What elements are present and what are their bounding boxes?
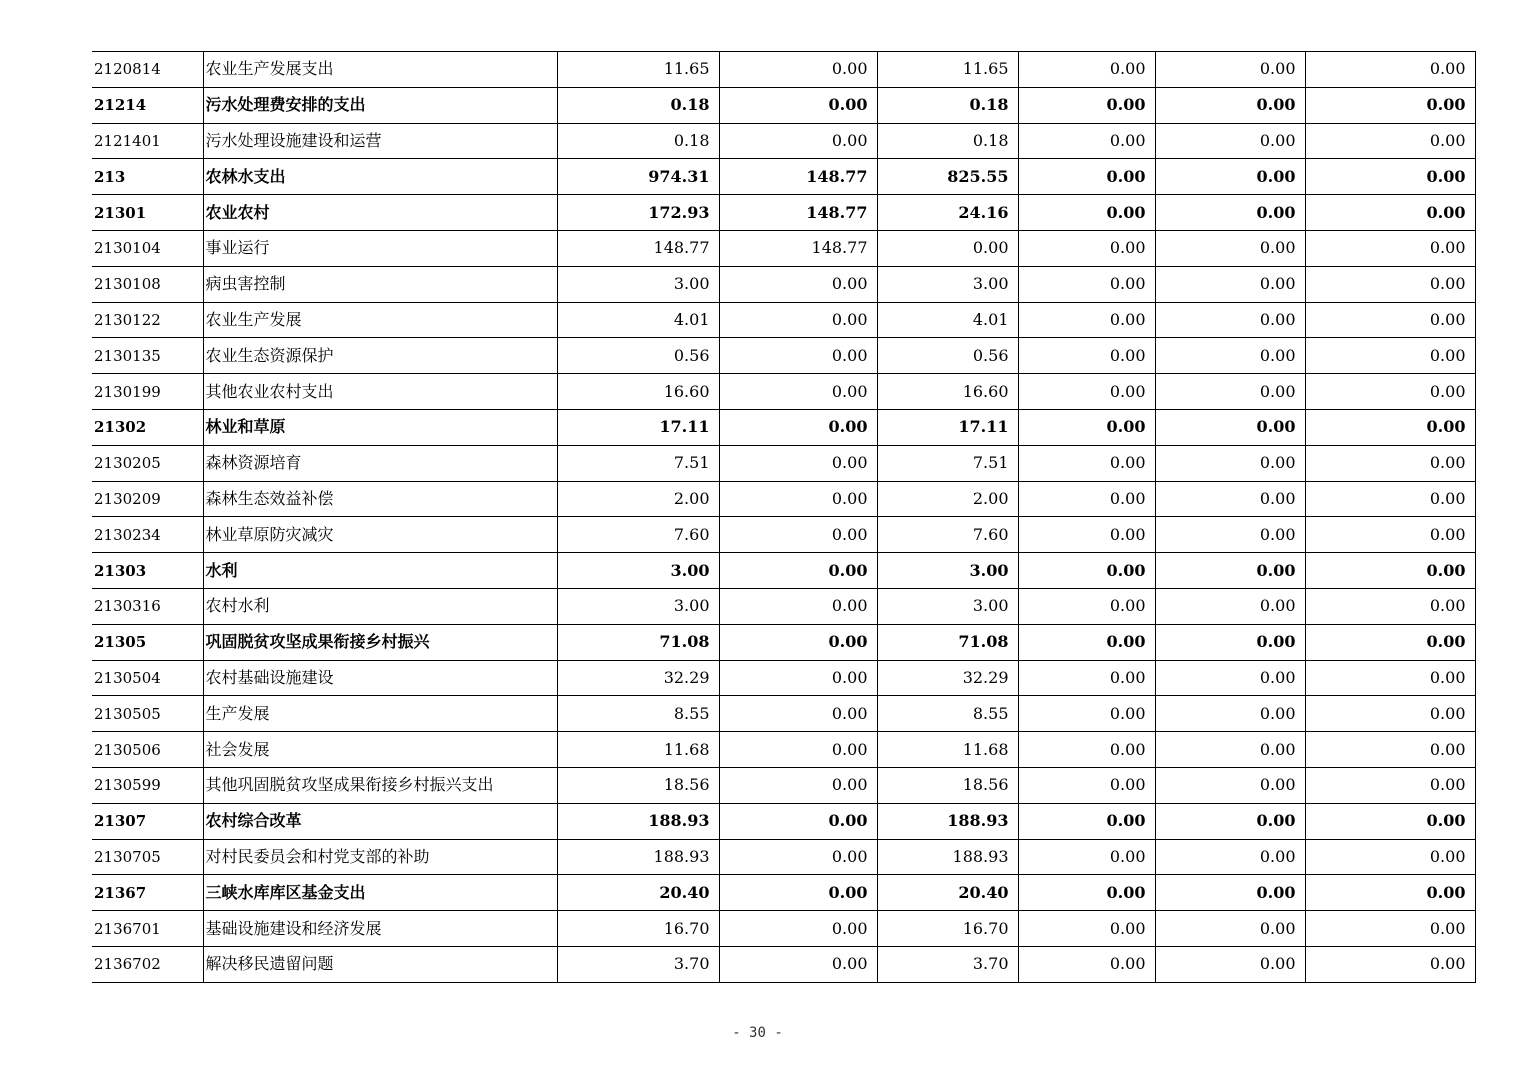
amount-cell: 20.40 xyxy=(557,875,719,911)
table-row xyxy=(92,696,1475,732)
table-row xyxy=(92,660,1475,696)
amount-cell: 18.56 xyxy=(877,767,1018,803)
table-row xyxy=(92,266,1475,302)
amount-cell: 188.93 xyxy=(877,839,1018,875)
amount-cell: 0.00 xyxy=(1155,946,1305,982)
subject-code-cell: 21302 xyxy=(92,409,203,445)
subject-code-cell: 2130135 xyxy=(92,338,203,374)
subject-name-cell: 农业生产发展 xyxy=(203,302,557,338)
subject-name-cell: 农村基础设施建设 xyxy=(203,660,557,696)
amount-cell: 7.60 xyxy=(557,517,719,553)
amount-cell: 0.00 xyxy=(1155,266,1305,302)
amount-cell: 0.00 xyxy=(1018,839,1155,875)
amount-cell: 0.00 xyxy=(1305,409,1475,445)
subject-code-cell: 2130599 xyxy=(92,767,203,803)
table-row xyxy=(92,553,1475,589)
amount-cell: 0.00 xyxy=(719,946,877,982)
amount-cell: 0.18 xyxy=(877,87,1018,123)
amount-cell: 0.00 xyxy=(1155,409,1305,445)
amount-cell: 0.00 xyxy=(1018,374,1155,410)
amount-cell: 7.51 xyxy=(877,445,1018,481)
amount-cell: 188.93 xyxy=(557,839,719,875)
amount-cell: 0.00 xyxy=(719,338,877,374)
amount-cell: 16.70 xyxy=(877,911,1018,947)
subject-name-cell: 污水处理设施建设和运营 xyxy=(203,123,557,159)
amount-cell: 0.00 xyxy=(719,87,877,123)
amount-cell: 0.00 xyxy=(1305,732,1475,768)
amount-cell: 0.56 xyxy=(557,338,719,374)
subject-code-cell: 21307 xyxy=(92,803,203,839)
amount-cell: 0.00 xyxy=(1155,195,1305,231)
amount-cell: 11.65 xyxy=(557,52,719,88)
amount-cell: 0.00 xyxy=(1305,839,1475,875)
table-row xyxy=(92,517,1475,553)
amount-cell: 0.00 xyxy=(1018,195,1155,231)
amount-cell: 32.29 xyxy=(877,660,1018,696)
amount-cell: 0.00 xyxy=(1305,875,1475,911)
amount-cell: 0.00 xyxy=(719,302,877,338)
subject-name-cell: 基础设施建设和经济发展 xyxy=(203,911,557,947)
amount-cell: 2.00 xyxy=(557,481,719,517)
table-body xyxy=(92,52,1475,983)
budget-table xyxy=(92,51,1476,983)
subject-name-cell: 其他农业农村支出 xyxy=(203,374,557,410)
amount-cell: 0.00 xyxy=(719,374,877,410)
amount-cell: 0.18 xyxy=(557,87,719,123)
amount-cell: 3.00 xyxy=(877,588,1018,624)
amount-cell: 148.77 xyxy=(719,230,877,266)
amount-cell: 0.00 xyxy=(719,517,877,553)
amount-cell: 0.00 xyxy=(1018,266,1155,302)
amount-cell: 8.55 xyxy=(557,696,719,732)
amount-cell: 3.00 xyxy=(877,266,1018,302)
amount-cell: 0.00 xyxy=(1018,87,1155,123)
amount-cell: 0.00 xyxy=(1018,481,1155,517)
subject-code-cell: 2130104 xyxy=(92,230,203,266)
subject-code-cell: 21303 xyxy=(92,553,203,589)
table-row xyxy=(92,445,1475,481)
amount-cell: 0.00 xyxy=(1018,302,1155,338)
amount-cell: 0.00 xyxy=(1305,159,1475,195)
amount-cell: 148.77 xyxy=(557,230,719,266)
table-row xyxy=(92,52,1475,88)
amount-cell: 0.00 xyxy=(719,660,877,696)
table-row xyxy=(92,123,1475,159)
amount-cell: 2.00 xyxy=(877,481,1018,517)
amount-cell: 0.00 xyxy=(1305,588,1475,624)
subject-name-cell: 林业和草原 xyxy=(203,409,557,445)
amount-cell: 16.60 xyxy=(877,374,1018,410)
amount-cell: 18.56 xyxy=(557,767,719,803)
subject-code-cell: 21214 xyxy=(92,87,203,123)
amount-cell: 0.00 xyxy=(1018,588,1155,624)
amount-cell: 0.00 xyxy=(1305,481,1475,517)
amount-cell: 0.56 xyxy=(877,338,1018,374)
subject-code-cell: 2130122 xyxy=(92,302,203,338)
amount-cell: 188.93 xyxy=(877,803,1018,839)
amount-cell: 0.00 xyxy=(1018,803,1155,839)
table-row xyxy=(92,338,1475,374)
amount-cell: 0.00 xyxy=(1305,374,1475,410)
amount-cell: 0.00 xyxy=(1155,445,1305,481)
amount-cell: 0.00 xyxy=(1305,767,1475,803)
amount-cell: 0.18 xyxy=(877,123,1018,159)
subject-name-cell: 社会发展 xyxy=(203,732,557,768)
subject-name-cell: 森林资源培育 xyxy=(203,445,557,481)
table-row xyxy=(92,946,1475,982)
amount-cell: 0.00 xyxy=(719,553,877,589)
amount-cell: 0.00 xyxy=(1155,123,1305,159)
subject-name-cell: 巩固脱贫攻坚成果衔接乡村振兴 xyxy=(203,624,557,660)
subject-code-cell: 2130316 xyxy=(92,588,203,624)
subject-code-cell: 21367 xyxy=(92,875,203,911)
amount-cell: 0.00 xyxy=(1018,875,1155,911)
amount-cell: 0.00 xyxy=(1155,767,1305,803)
subject-name-cell: 三峡水库库区基金支出 xyxy=(203,875,557,911)
amount-cell: 0.00 xyxy=(719,732,877,768)
amount-cell: 0.00 xyxy=(1018,732,1155,768)
subject-code-cell: 2130506 xyxy=(92,732,203,768)
amount-cell: 0.18 xyxy=(557,123,719,159)
amount-cell: 71.08 xyxy=(557,624,719,660)
subject-name-cell: 林业草原防灾减灾 xyxy=(203,517,557,553)
amount-cell: 0.00 xyxy=(1305,696,1475,732)
table-row xyxy=(92,839,1475,875)
amount-cell: 0.00 xyxy=(1018,517,1155,553)
amount-cell: 3.70 xyxy=(877,946,1018,982)
amount-cell: 0.00 xyxy=(1305,911,1475,947)
amount-cell: 0.00 xyxy=(1155,624,1305,660)
amount-cell: 0.00 xyxy=(1155,159,1305,195)
amount-cell: 0.00 xyxy=(1155,732,1305,768)
amount-cell: 0.00 xyxy=(719,52,877,88)
subject-code-cell: 2130234 xyxy=(92,517,203,553)
amount-cell: 188.93 xyxy=(557,803,719,839)
amount-cell: 0.00 xyxy=(1305,195,1475,231)
amount-cell: 0.00 xyxy=(1305,123,1475,159)
amount-cell: 0.00 xyxy=(1155,875,1305,911)
table-row xyxy=(92,302,1475,338)
amount-cell: 0.00 xyxy=(719,875,877,911)
amount-cell: 148.77 xyxy=(719,159,877,195)
subject-name-cell: 事业运行 xyxy=(203,230,557,266)
amount-cell: 0.00 xyxy=(1305,338,1475,374)
amount-cell: 0.00 xyxy=(1305,553,1475,589)
table-row xyxy=(92,195,1475,231)
amount-cell: 0.00 xyxy=(1155,517,1305,553)
amount-cell: 0.00 xyxy=(1305,803,1475,839)
amount-cell: 0.00 xyxy=(1155,553,1305,589)
subject-name-cell: 农业农村 xyxy=(203,195,557,231)
amount-cell: 0.00 xyxy=(1305,302,1475,338)
subject-name-cell: 农业生态资源保护 xyxy=(203,338,557,374)
amount-cell: 0.00 xyxy=(1305,230,1475,266)
amount-cell: 0.00 xyxy=(719,839,877,875)
amount-cell: 0.00 xyxy=(1018,338,1155,374)
amount-cell: 0.00 xyxy=(1155,338,1305,374)
amount-cell: 0.00 xyxy=(1018,624,1155,660)
amount-cell: 71.08 xyxy=(877,624,1018,660)
amount-cell: 0.00 xyxy=(1305,52,1475,88)
amount-cell: 0.00 xyxy=(1018,660,1155,696)
amount-cell: 0.00 xyxy=(1305,624,1475,660)
amount-cell: 0.00 xyxy=(719,445,877,481)
table-row xyxy=(92,767,1475,803)
amount-cell: 0.00 xyxy=(1018,159,1155,195)
amount-cell: 0.00 xyxy=(1305,266,1475,302)
subject-name-cell: 农村综合改革 xyxy=(203,803,557,839)
table-row xyxy=(92,374,1475,410)
amount-cell: 3.70 xyxy=(557,946,719,982)
subject-name-cell: 农村水利 xyxy=(203,588,557,624)
amount-cell: 0.00 xyxy=(1155,302,1305,338)
amount-cell: 0.00 xyxy=(877,230,1018,266)
subject-code-cell: 21301 xyxy=(92,195,203,231)
table-row xyxy=(92,159,1475,195)
amount-cell: 0.00 xyxy=(1155,52,1305,88)
amount-cell: 0.00 xyxy=(1018,52,1155,88)
amount-cell: 0.00 xyxy=(1305,946,1475,982)
amount-cell: 11.65 xyxy=(877,52,1018,88)
amount-cell: 0.00 xyxy=(719,767,877,803)
amount-cell: 0.00 xyxy=(1018,230,1155,266)
amount-cell: 17.11 xyxy=(557,409,719,445)
table-row xyxy=(92,732,1475,768)
subject-code-cell: 2130108 xyxy=(92,266,203,302)
table-row xyxy=(92,481,1475,517)
subject-code-cell: 213 xyxy=(92,159,203,195)
amount-cell: 974.31 xyxy=(557,159,719,195)
amount-cell: 0.00 xyxy=(719,624,877,660)
amount-cell: 0.00 xyxy=(1155,696,1305,732)
amount-cell: 3.00 xyxy=(557,588,719,624)
table-row xyxy=(92,624,1475,660)
subject-code-cell: 2130199 xyxy=(92,374,203,410)
amount-cell: 0.00 xyxy=(719,588,877,624)
amount-cell: 0.00 xyxy=(1155,911,1305,947)
table-row xyxy=(92,911,1475,947)
amount-cell: 0.00 xyxy=(719,123,877,159)
page-number: - 30 - xyxy=(732,1025,783,1041)
amount-cell: 16.60 xyxy=(557,374,719,410)
amount-cell: 24.16 xyxy=(877,195,1018,231)
amount-cell: 0.00 xyxy=(1305,517,1475,553)
table-row xyxy=(92,409,1475,445)
amount-cell: 8.55 xyxy=(877,696,1018,732)
subject-code-cell: 2130504 xyxy=(92,660,203,696)
amount-cell: 0.00 xyxy=(719,481,877,517)
subject-code-cell: 2130209 xyxy=(92,481,203,517)
amount-cell: 0.00 xyxy=(1018,553,1155,589)
table-row xyxy=(92,230,1475,266)
amount-cell: 0.00 xyxy=(1155,660,1305,696)
subject-code-cell: 2120814 xyxy=(92,52,203,88)
subject-name-cell: 污水处理费安排的支出 xyxy=(203,87,557,123)
subject-code-cell: 2130205 xyxy=(92,445,203,481)
amount-cell: 825.55 xyxy=(877,159,1018,195)
amount-cell: 172.93 xyxy=(557,195,719,231)
amount-cell: 0.00 xyxy=(1305,660,1475,696)
amount-cell: 20.40 xyxy=(877,875,1018,911)
amount-cell: 0.00 xyxy=(1305,87,1475,123)
subject-name-cell: 农业生产发展支出 xyxy=(203,52,557,88)
amount-cell: 0.00 xyxy=(1018,445,1155,481)
amount-cell: 32.29 xyxy=(557,660,719,696)
subject-name-cell: 对村民委员会和村党支部的补助 xyxy=(203,839,557,875)
subject-code-cell: 2121401 xyxy=(92,123,203,159)
amount-cell: 17.11 xyxy=(877,409,1018,445)
amount-cell: 3.00 xyxy=(557,553,719,589)
subject-code-cell: 2136701 xyxy=(92,911,203,947)
amount-cell: 3.00 xyxy=(877,553,1018,589)
amount-cell: 0.00 xyxy=(1018,123,1155,159)
table-row xyxy=(92,588,1475,624)
subject-code-cell: 2130505 xyxy=(92,696,203,732)
amount-cell: 0.00 xyxy=(1155,87,1305,123)
table-row xyxy=(92,875,1475,911)
subject-name-cell: 病虫害控制 xyxy=(203,266,557,302)
amount-cell: 11.68 xyxy=(877,732,1018,768)
amount-cell: 0.00 xyxy=(1155,374,1305,410)
amount-cell: 3.00 xyxy=(557,266,719,302)
amount-cell: 0.00 xyxy=(1155,588,1305,624)
amount-cell: 7.60 xyxy=(877,517,1018,553)
amount-cell: 148.77 xyxy=(719,195,877,231)
amount-cell: 0.00 xyxy=(719,266,877,302)
subject-name-cell: 生产发展 xyxy=(203,696,557,732)
amount-cell: 0.00 xyxy=(1155,230,1305,266)
subject-name-cell: 水利 xyxy=(203,553,557,589)
amount-cell: 0.00 xyxy=(1018,409,1155,445)
amount-cell: 0.00 xyxy=(1155,839,1305,875)
amount-cell: 0.00 xyxy=(1018,946,1155,982)
subject-name-cell: 解决移民遗留问题 xyxy=(203,946,557,982)
amount-cell: 0.00 xyxy=(1018,911,1155,947)
amount-cell: 0.00 xyxy=(1018,696,1155,732)
amount-cell: 4.01 xyxy=(877,302,1018,338)
subject-name-cell: 其他巩固脱贫攻坚成果衔接乡村振兴支出 xyxy=(203,767,557,803)
amount-cell: 4.01 xyxy=(557,302,719,338)
amount-cell: 7.51 xyxy=(557,445,719,481)
subject-code-cell: 2136702 xyxy=(92,946,203,982)
table-row xyxy=(92,803,1475,839)
amount-cell: 16.70 xyxy=(557,911,719,947)
amount-cell: 0.00 xyxy=(1155,481,1305,517)
subject-code-cell: 21305 xyxy=(92,624,203,660)
amount-cell: 0.00 xyxy=(719,696,877,732)
amount-cell: 11.68 xyxy=(557,732,719,768)
subject-code-cell: 2130705 xyxy=(92,839,203,875)
subject-name-cell: 森林生态效益补偿 xyxy=(203,481,557,517)
amount-cell: 0.00 xyxy=(719,409,877,445)
amount-cell: 0.00 xyxy=(719,803,877,839)
subject-name-cell: 农林水支出 xyxy=(203,159,557,195)
table-row xyxy=(92,87,1475,123)
amount-cell: 0.00 xyxy=(719,911,877,947)
amount-cell: 0.00 xyxy=(1305,445,1475,481)
amount-cell: 0.00 xyxy=(1018,767,1155,803)
amount-cell: 0.00 xyxy=(1155,803,1305,839)
